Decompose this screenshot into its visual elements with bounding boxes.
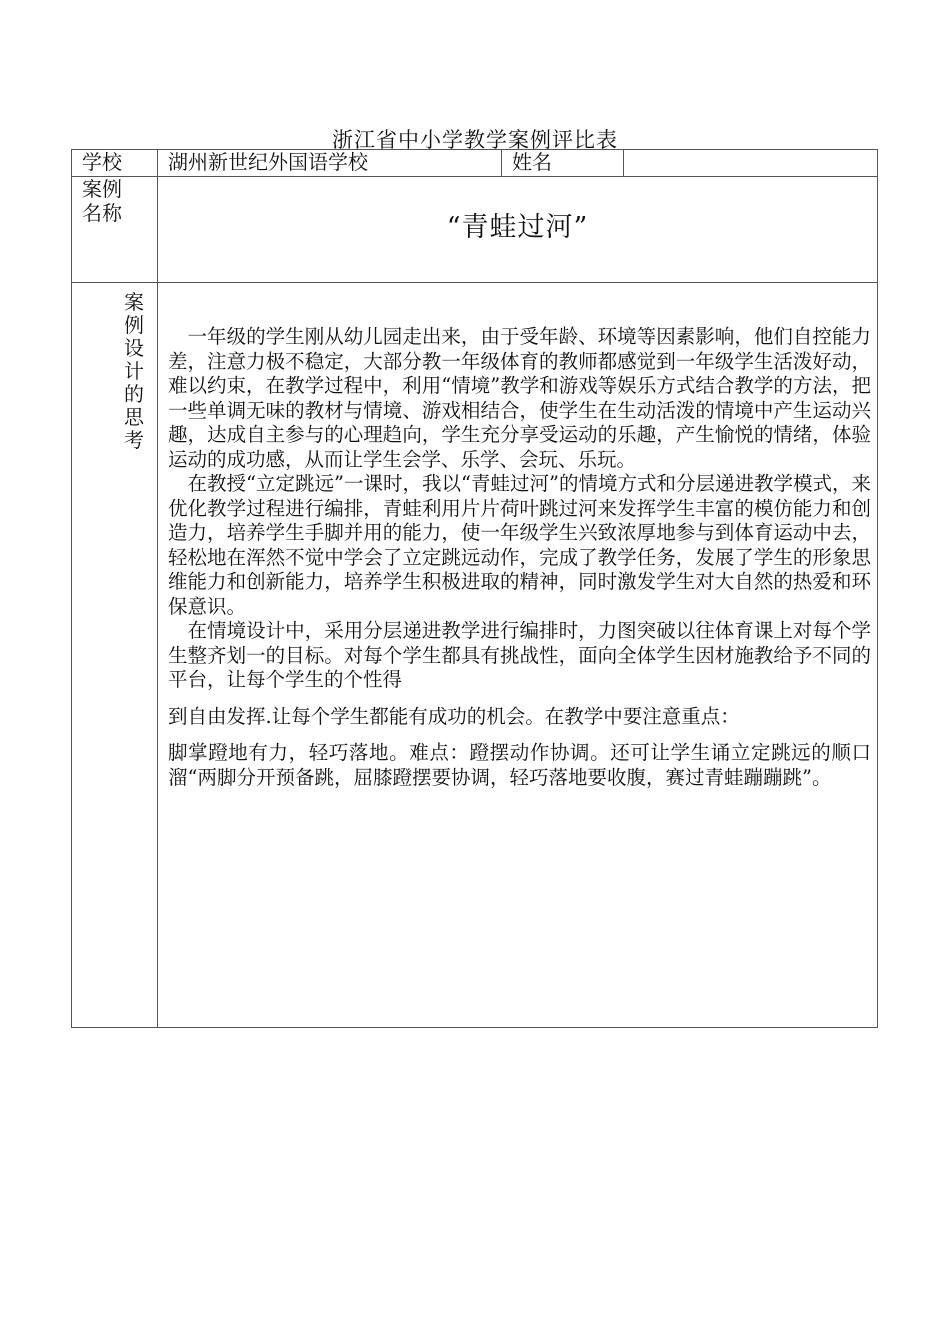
school-value: 湖州新世纪外国语学校 bbox=[158, 150, 502, 177]
case-name-label bbox=[72, 177, 158, 283]
document-title: 浙江省中小学教学案例评比表 bbox=[332, 128, 618, 152]
paragraph-2: 在教授“立定跳远”一课时，我以“青蛙过河”的情境方式和分层递进教学模式，来优化教学过程进行编排，青蛙利用片片荷叶跳过河来发挥学生丰富的模仿能力和创造力，培养学生手脚并用的能力，使一年级学生兴致浓厚地参与到体育运动中去，轻松地在浑然不觉中学会了立定跳远动作，完成了教学任务，发展了学生的形象思维能力和创新能力，培养学生积极进取的精神，同时激发学生对大自然的热爱和环保意识。 bbox=[168, 472, 871, 618]
case-name-value: “青蛙过河” bbox=[158, 177, 878, 283]
design-label: 案例设计的思考 bbox=[124, 290, 144, 452]
paragraph-4: 到自由发挥.让每个学生都能有成功的机会。在教学中要注意重点： bbox=[168, 704, 740, 728]
paragraph-3: 在情境设计中，采用分层递进教学进行编排时，力图突破以往体育课上对每个学生整齐划一的目标。对每个学生都具有挑战性，面向全体学生因材施教给予不同的平台，让每个学生的个性得 bbox=[168, 619, 871, 691]
design-row bbox=[72, 283, 878, 1028]
school-label: 学校 bbox=[72, 150, 158, 177]
case-evaluation-table bbox=[71, 149, 878, 1028]
design-label-cell bbox=[72, 283, 158, 1028]
school-row bbox=[72, 150, 878, 177]
paragraph-1: 一年级的学生刚从幼儿园走出来，由于受年龄、环境等因素影响，他们自控能力差，注意力极不稳定，大部分教一年级体育的教师都感觉到一年级学生活泼好动，难以约束，在教学过程中，利用“情境”教学和游戏等娱乐方式结合教学的方法，把一些单调无味的教材与情境、游戏相结合，使学生在生动活泼的情境中产生运动兴趣，达成自主参与的心理趋向，学生充分享受运动的乐趣，产生愉悦的情绪，体验运动的成功感，从而让学生会学、乐学、会玩、乐玩。 bbox=[168, 325, 871, 471]
name-value bbox=[624, 150, 878, 177]
paragraph-5: 脚掌蹬地有力，轻巧落地。难点：蹬摆动作协调。还可让学生诵立定跳远的顺口溜“两脚分开预备跳，屈膝蹬摆要协调，轻巧落地要收腹，赛过青蛙蹦蹦跳”。 bbox=[168, 741, 871, 789]
name-label: 姓名 bbox=[502, 150, 624, 177]
design-content bbox=[158, 283, 878, 1028]
case-name-row bbox=[72, 177, 878, 283]
case-name-label-text: 案例名称 bbox=[82, 177, 122, 225]
